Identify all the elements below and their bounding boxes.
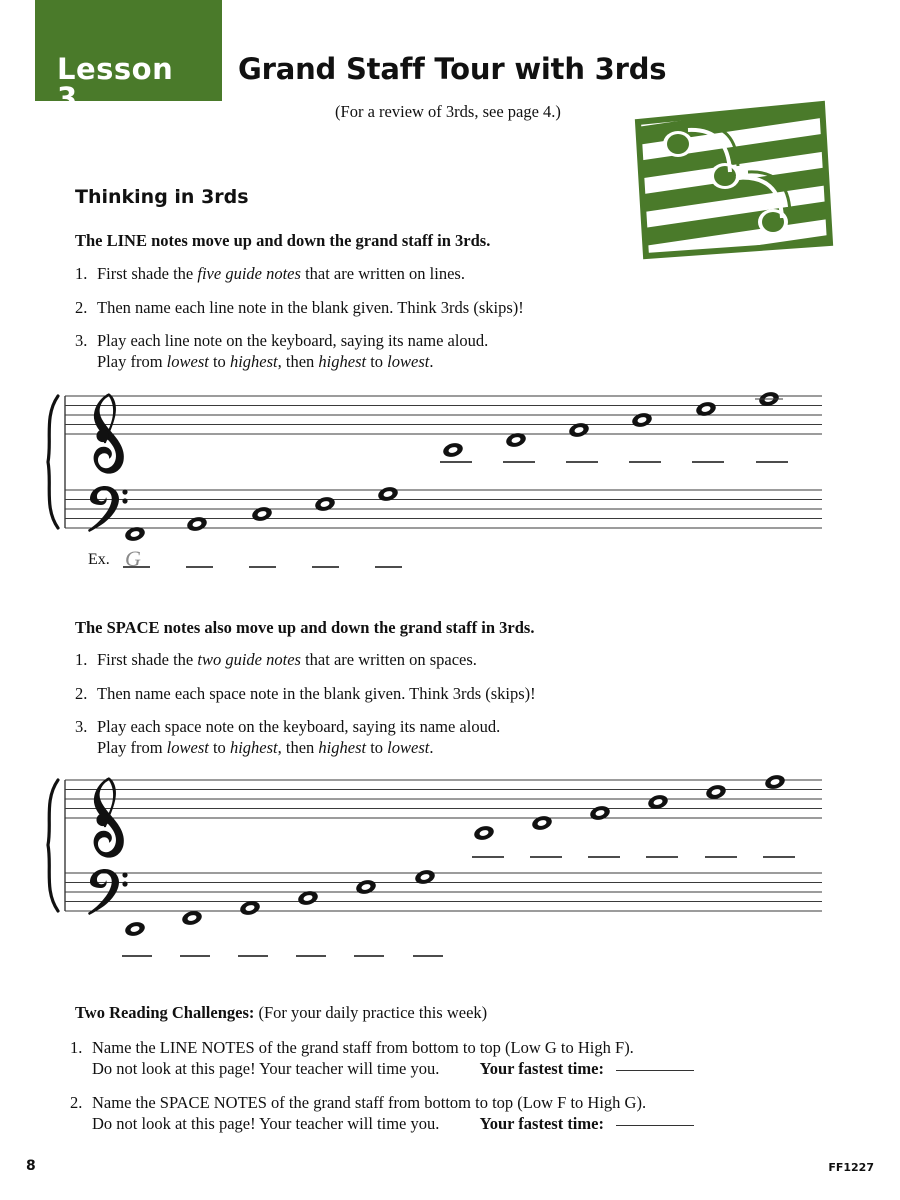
step-number: 2. xyxy=(75,298,88,317)
page-subtitle: (For a review of 3rds, see page 4.) xyxy=(335,102,561,121)
step-text: Play each line note on the keyboard, saying its name aloud. xyxy=(97,331,489,350)
lesson-label: Lesson 3 xyxy=(57,52,174,115)
example-answer-G: G xyxy=(125,546,141,571)
step-text: Play each space note on the keyboard, saying its name aloud. xyxy=(97,717,501,736)
step-number: 3. xyxy=(75,331,88,350)
example-label: Ex. xyxy=(88,551,110,568)
step-text-continued: Play from lowest to highest, then highest to lowest. xyxy=(97,352,434,371)
step-lines-1 xyxy=(75,264,465,284)
step-spaces-3 xyxy=(75,717,500,737)
challenge-item-2-line-1 xyxy=(70,1093,646,1113)
challenge-item-1-line-1 xyxy=(70,1038,634,1058)
treble-space-note-heads xyxy=(473,773,787,842)
page-number: 8 xyxy=(26,1158,36,1174)
fastest-time-blank[interactable] xyxy=(616,1124,694,1126)
lead-line-notes: The LINE notes move up and down the grand staff in 3rds. xyxy=(75,231,491,250)
step-spaces-1 xyxy=(75,650,477,670)
grand-staff-space-notes[interactable] xyxy=(0,762,900,972)
challenge-subtext: Do not look at this page! Your teacher will time you. xyxy=(92,1059,440,1078)
challenge-number: 1. xyxy=(70,1038,83,1057)
fastest-time-blank[interactable] xyxy=(616,1069,694,1071)
bass-space-note-heads xyxy=(124,868,437,938)
bass-line-note-heads xyxy=(124,485,400,543)
step-number: 2. xyxy=(75,684,88,703)
challenge-subtext: Do not look at this page! Your teacher will time you. xyxy=(92,1114,440,1133)
challenge-text: Name the LINE NOTES of the grand staff from bottom to top (Low G to High F). xyxy=(92,1038,634,1057)
step-spaces-3-continued xyxy=(75,738,433,758)
step-number: 1. xyxy=(75,264,88,283)
lead-space-notes: The SPACE notes also move up and down the grand staff in 3rds. xyxy=(75,618,535,637)
challenge-item-2-line-2 xyxy=(92,1114,694,1134)
step-number: 3. xyxy=(75,717,88,736)
step-lines-3-continued xyxy=(75,352,433,372)
page-title: Grand Staff Tour with 3rds xyxy=(238,52,667,86)
step-lines-2 xyxy=(75,298,524,318)
section-heading-thinking-in-3rds: Thinking in 3rds xyxy=(75,186,249,208)
challenge-text: Name the SPACE NOTES of the grand staff from bottom to top (Low F to High G). xyxy=(92,1093,647,1112)
challenge-heading xyxy=(75,1003,487,1023)
challenge-item-1-line-2 xyxy=(92,1059,694,1079)
publication-code: FF1227 xyxy=(828,1161,874,1174)
step-text-continued: Play from lowest to highest, then highest to lowest. xyxy=(97,738,434,757)
challenge-number: 2. xyxy=(70,1093,83,1112)
step-text: First shade the two guide notes that are written on spaces. xyxy=(97,650,477,669)
challenge-heading-bold: Two Reading Challenges: xyxy=(75,1003,255,1022)
step-text: Then name each space note in the blank given. Think 3rds (skips)! xyxy=(97,684,536,703)
step-lines-3 xyxy=(75,331,488,351)
fastest-time-label: Your fastest time: xyxy=(479,1059,604,1078)
step-number: 1. xyxy=(75,650,88,669)
fastest-time-label: Your fastest time: xyxy=(479,1114,604,1133)
step-text: Then name each line note in the blank given. Think 3rds (skips)! xyxy=(97,298,524,317)
line-note-answer-blanks[interactable] xyxy=(0,560,900,579)
challenge-heading-rest: (For your daily practice this week) xyxy=(258,1003,488,1022)
step-text: First shade the five guide notes that are written on lines. xyxy=(97,264,465,283)
step-spaces-2 xyxy=(75,684,536,704)
staff-skips-illustration xyxy=(630,100,835,260)
